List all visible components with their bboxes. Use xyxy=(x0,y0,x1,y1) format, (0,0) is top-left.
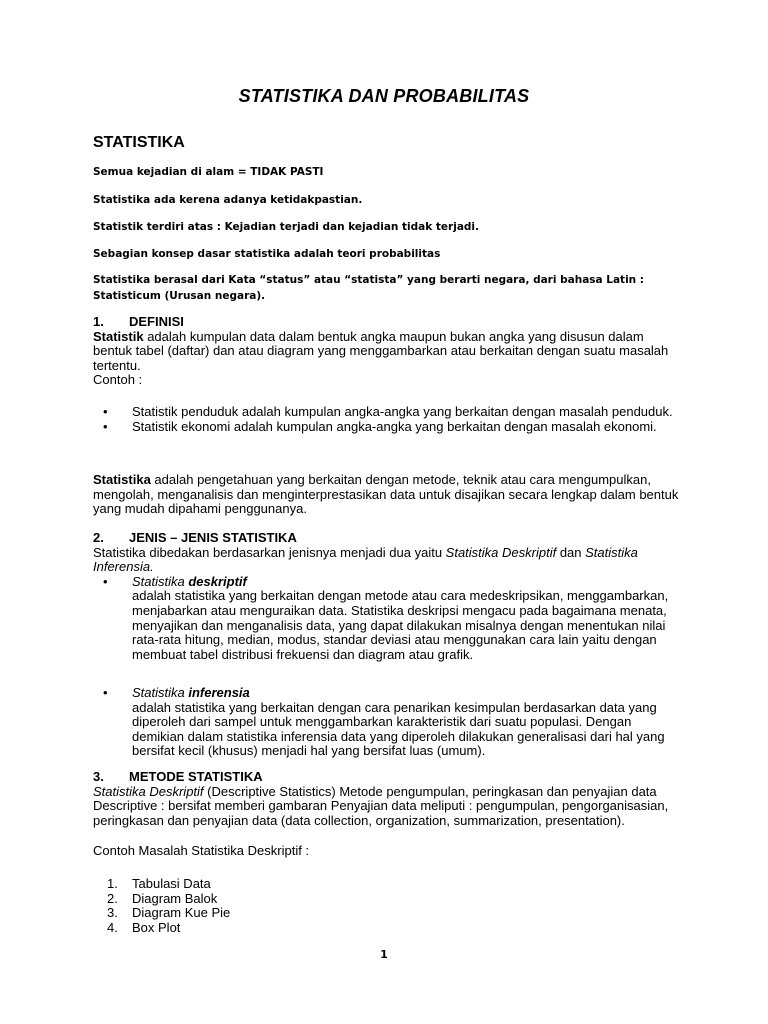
jenis-inferensia xyxy=(93,686,683,759)
section-metode xyxy=(93,770,683,828)
section-2-title: JENIS – JENIS STATISTIKA xyxy=(129,530,297,545)
jenis-inferensia-label xyxy=(132,686,683,701)
list-item-number: 2. xyxy=(107,890,118,906)
list-item-text: Tabulasi Data xyxy=(132,876,211,891)
heading-statistika: STATISTIKA xyxy=(93,134,185,151)
section-3-paragraph xyxy=(93,785,683,829)
jenis-deskriptif-bold: deskriptif xyxy=(188,573,247,589)
intro-line-4: Sebagian konsep dasar statistika adalah teori probabilitas xyxy=(93,248,441,260)
jenis-deskriptif xyxy=(93,575,683,663)
jenis-deskriptif-label xyxy=(132,575,683,590)
section-2-intro xyxy=(93,546,683,575)
section-2-intro-b: Statistika Deskriptif xyxy=(445,544,557,560)
jenis-deskriptif-text: adalah statistika yang berkaitan dengan metode atau cara medeskripsikan, menggambarkan, menjabarkan atau menguraikan data. Statistika deskripsi mengacu pada bagaimana menata, menyajikan dan menganalisis data, yang dapat dilakukan misalnya dengan menentukan nilai rata-rata hitung, median, modus, standar deviasi atau menggunakan cara lain yaitu dengan membuat tabel distribusi frekuensi dan diagram atau grafik. xyxy=(132,588,669,662)
term-statistik: Statistik xyxy=(93,328,144,344)
section-2-number: 2. xyxy=(93,530,104,545)
intro-line-3: Statistik terdiri atas : Kejadian terjadi dan kejadian tidak terjadi. xyxy=(93,221,480,233)
list-item-number: 1. xyxy=(107,876,118,891)
example-label: Contoh : xyxy=(93,372,143,388)
jenis-inferensia-text: adalah statistika yang berkaitan dengan cara penarikan kesimpulan berdasarkan data yang diperoleh dari sampel untuk menggambarkan karakteristik dari suatu populasi. Dengan demikian dalam statistika inferensia data yang diperoleh dilakukan generalisasi dari hal yang bersifat kecil (khusus) menjadi hal yang bersifat luas (umum). xyxy=(132,699,665,759)
jenis-deskriptif-word: Statistika xyxy=(132,573,189,589)
document-title: STATISTIKA DAN PROBABILITAS xyxy=(238,86,530,106)
list-item-text: Diagram Balok xyxy=(132,890,218,906)
section-3-number: 3. xyxy=(93,769,104,784)
section-3-rest: (Descriptive Statistics) Metode pengumpulan, peringkasan dan penyajian data Descriptive : bersifat memberi gambaran Penyajian data meliputi : pengumpulan, pengorganisasian, peringkasan dan penyajian data (data collection, organization, summarization, presentation). xyxy=(93,783,669,828)
section-2-intro-c: dan xyxy=(556,544,586,560)
section-jenis xyxy=(93,531,683,662)
list-item-text: Box Plot xyxy=(132,919,181,935)
definition-text: adalah kumpulan data dalam bentuk angka maupun bukan angka yang disusun dalam bentuk tabel (daftar) dan atau diagram yang menggambarkan atau berkaitan dengan suatu masalah tertentu. xyxy=(93,328,669,373)
list-item-number: 4. xyxy=(107,919,118,935)
intro-line-1: Semua kejadian di alam = TIDAK PASTI xyxy=(93,166,324,178)
jenis-inferensia-word: Statistika xyxy=(132,685,189,700)
list-item xyxy=(93,892,683,907)
section-1-number: 1. xyxy=(93,314,104,329)
example-bullet-1: • Statistik penduduk adalah kumpulan angka-angka yang berkaitan dengan masalah penduduk. xyxy=(93,405,683,420)
section-definisi xyxy=(93,315,683,388)
list-item xyxy=(93,921,683,936)
definition2-text: adalah pengetahuan yang berkaitan dengan metode, teknik atau cara mengumpulkan, mengolah, menganalisis dan menginterprestasikan data untuk disajikan secara lengkap dalam bentuk yang mudah dipahami penggunanya. xyxy=(93,472,679,517)
intro-line-2: Statistika ada kerena adanya ketidakpastian. xyxy=(93,194,363,206)
example-deskriptif-list xyxy=(93,877,683,935)
section-2-intro-d: Statistika Inferensia. xyxy=(93,544,638,575)
section-3-heading xyxy=(93,770,683,785)
origin-paragraph: Statistika berasal dari Kata “status” atau “statista” yang berarti negara, dari bahasa Latin : Statisticum (Urusan negara). xyxy=(93,274,644,302)
list-item xyxy=(93,877,683,892)
definition-examples xyxy=(93,405,683,434)
definition-statistik xyxy=(93,330,683,374)
jenis-inferensia-block xyxy=(93,686,683,759)
example-deskriptif-label: Contoh Masalah Statistika Deskriptif : xyxy=(93,843,310,858)
list-item-number: 3. xyxy=(107,905,118,921)
section-3-title: METODE STATISTIKA xyxy=(129,769,263,784)
list-item xyxy=(93,906,683,921)
list-item-text: Diagram Kue Pie xyxy=(132,905,231,921)
jenis-inferensia-bold: inferensia xyxy=(188,685,250,700)
section-2-heading xyxy=(93,531,683,546)
section-1-heading xyxy=(93,315,683,330)
section-2-intro-a: Statistika dibedakan berdasarkan jenisnya menjadi dua yaitu xyxy=(93,544,446,560)
definition-statistika xyxy=(93,473,683,517)
page-number: 1 xyxy=(380,948,388,961)
section-1-title: DEFINISI xyxy=(129,314,184,329)
term-statistika: Statistika xyxy=(93,472,151,487)
section-3-italic: Statistika Deskriptif xyxy=(93,783,204,799)
example-bullet-2: • Statistik ekonomi adalah kumpulan angka-angka yang berkaitan dengan masalah ekonomi. xyxy=(93,420,683,435)
